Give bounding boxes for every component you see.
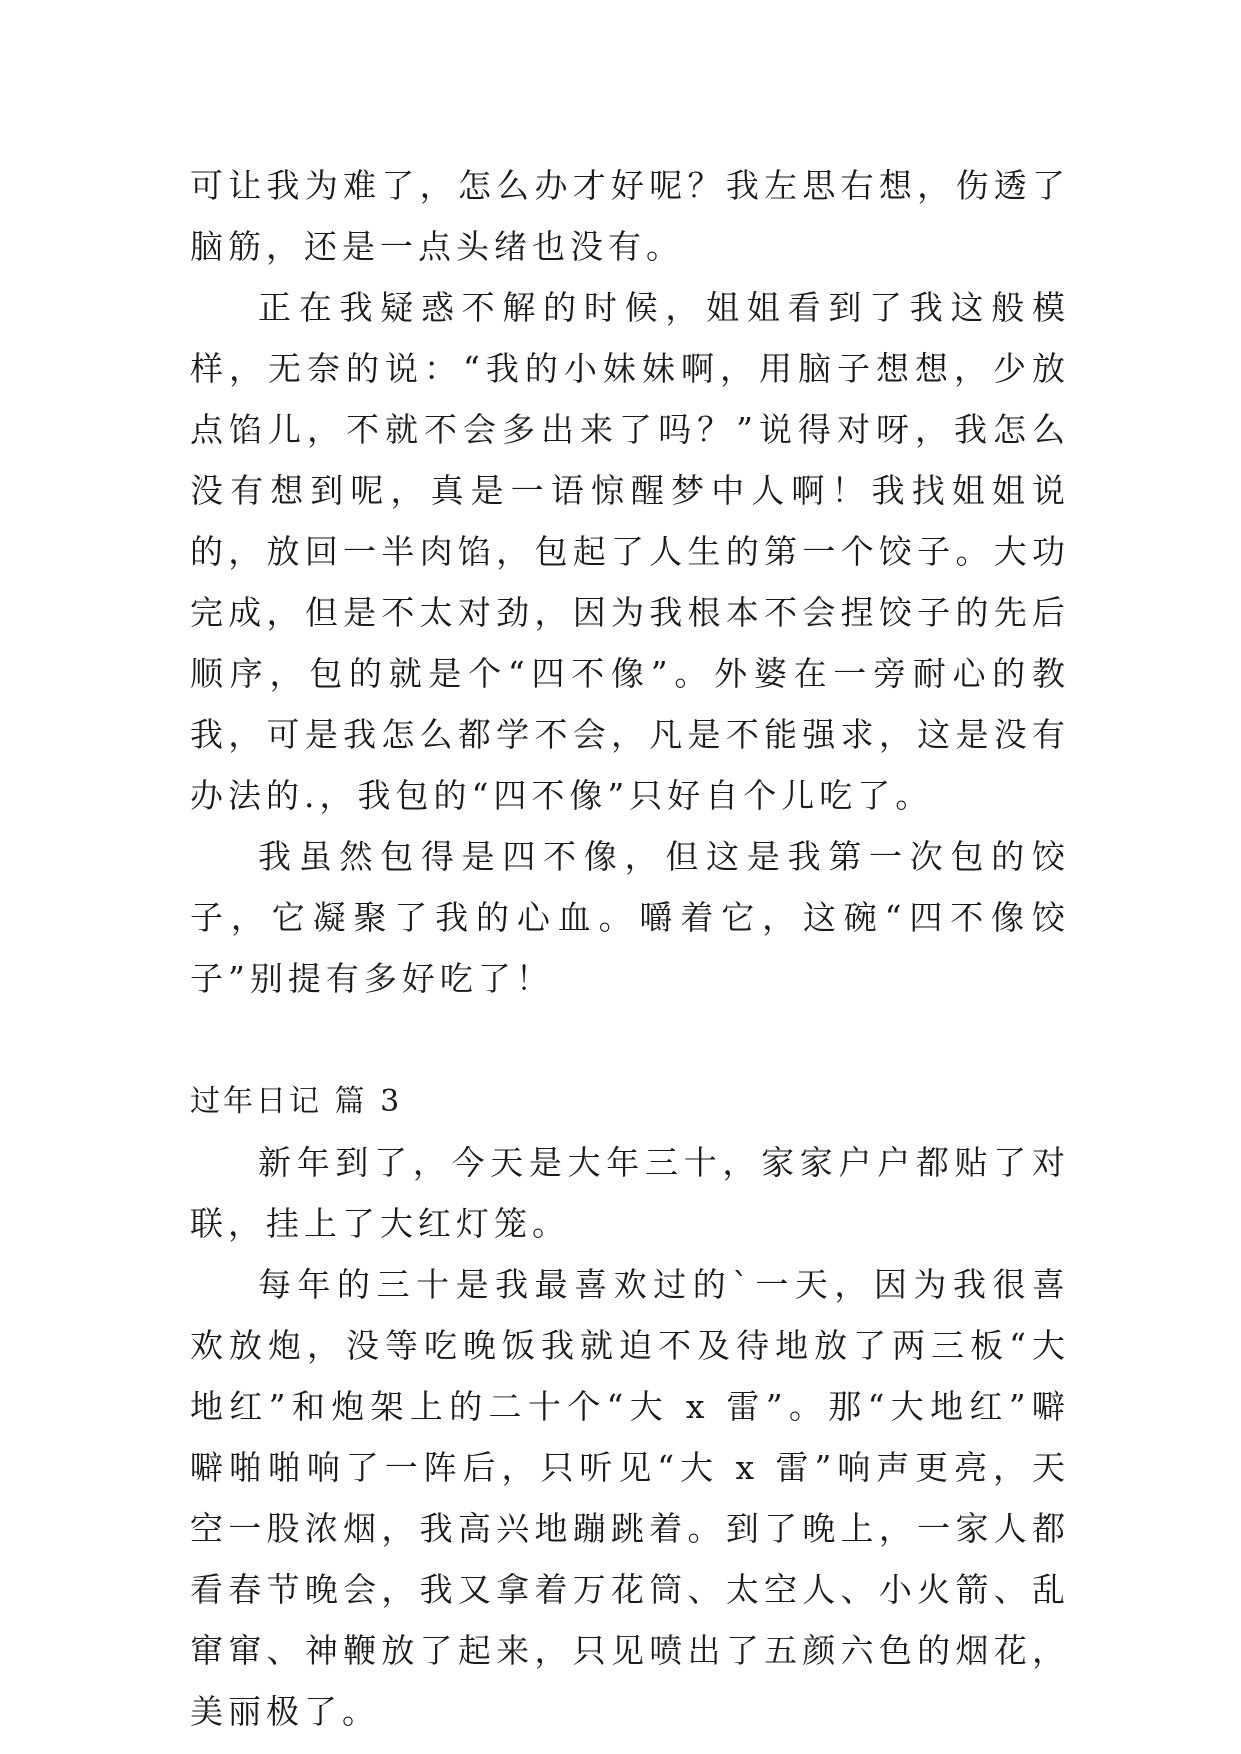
paragraph: 每年的三十是我最喜欢过的`一天，因为我很喜欢放炮，没等吃晚饭我就迫不及待地放了两三板“大地红”和炮架上的二十个“大 x 雷”。那“大地红”噼噼啪啪响了一阵后，只听见“大 x 雷”响声更亮，天空一股浓烟，我高兴地蹦跳着。到了晚上，一家人都看春节晚会，我又拿着万花筒、太空人、小火箭、乱窜窜、神鞭放了起来，只见喷出了五颜六色的烟花，美丽极了。 [190, 1265, 1070, 1731]
paragraph: 新年到了，今天是大年三十，家家户户都贴了对联，挂上了大红灯笼。 [190, 1143, 1070, 1243]
section-title: 过年日记 篇 3 [190, 1084, 403, 1119]
document-body [190, 155, 1070, 1742]
paragraph: 我虽然包得是四不像，但这是我第一次包的饺子，它凝聚了我的心血。嚼着它，这碗“四不像饺子”别提有多好吃了！ [190, 837, 1070, 998]
paragraph: 可让我为难了，怎么办才好呢？我左思右想，伤透了脑筋，还是一点头绪也没有。 [190, 166, 1070, 266]
paragraph: 正在我疑惑不解的时候，姐姐看到了我这般模样，无奈的说：“我的小妹妹啊，用脑子想想，少放点馅儿，不就不会多出来了吗？”说得对呀，我怎么没有想到呢，真是一语惊醒梦中人啊！我找姐姐说的，放回一半肉馅，包起了人生的第一个饺子。大功完成，但是不太对劲，因为我根本不会捏饺子的先后顺序，包的就是个“四不像”。外婆在一旁耐心的教我，可是我怎么都学不会，凡是不能强求，这是没有办法的.，我包的“四不像”只好自个儿吃了。 [190, 288, 1070, 815]
